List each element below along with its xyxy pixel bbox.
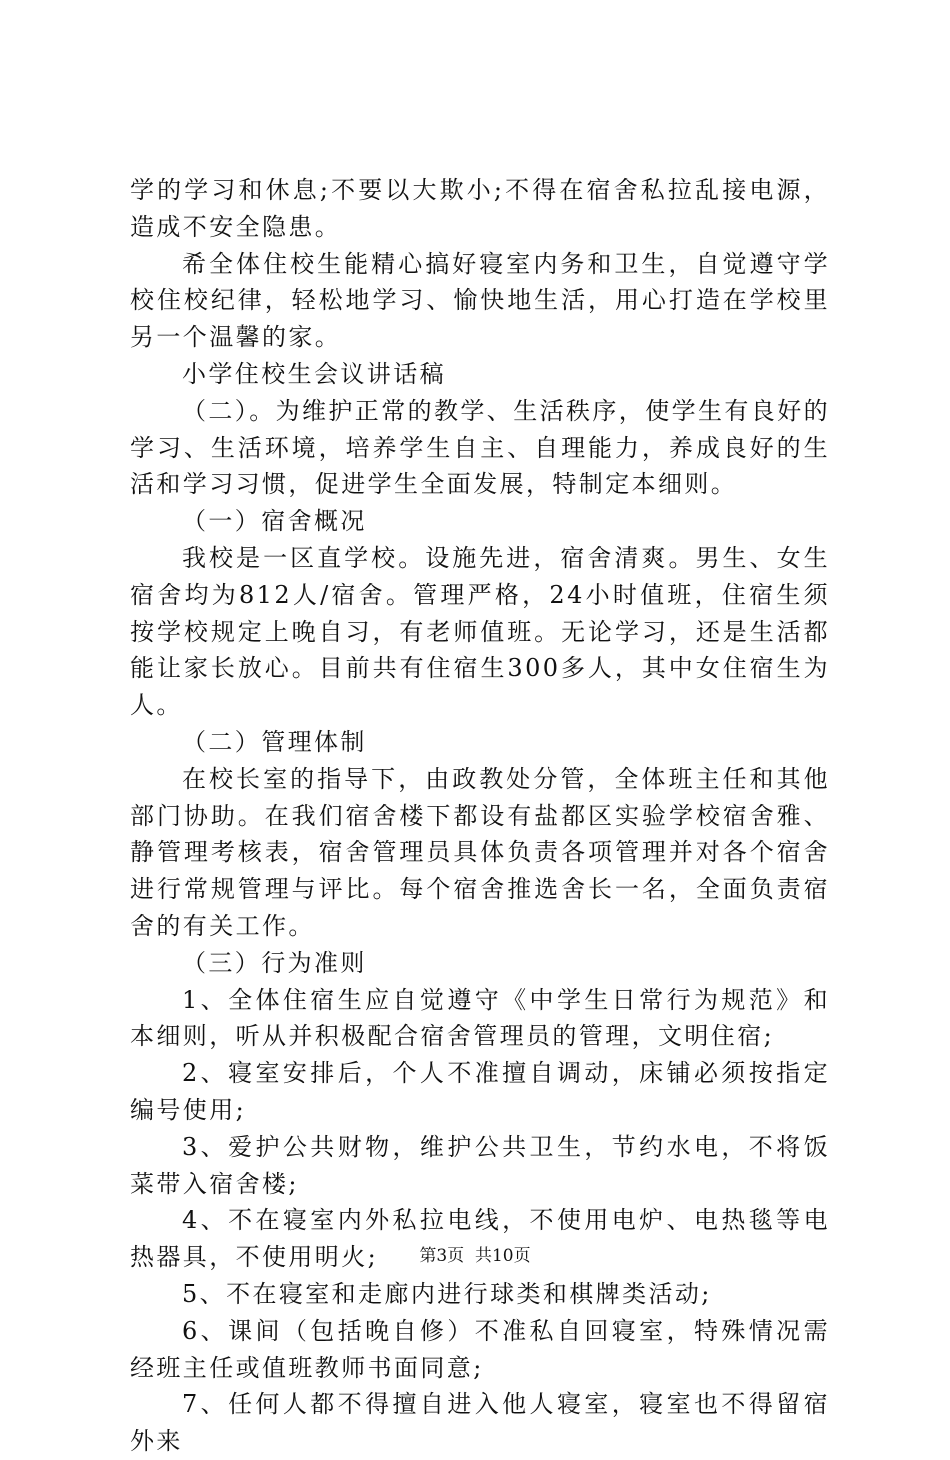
sub-heading: （三）行为准则 [182,948,367,977]
sub-heading: （二）管理体制 [182,727,367,756]
paragraph: 在校长室的指导下，由政教处分管，全体班主任和其他部门协助。在我们宿舍楼下都设有盐都区实验学校宿舍雅、静管理考核表，宿舍管理员具体负责各项管理并对各个宿舍进行常规管理与评比。每个宿舍推选舍长一名，全面负责宿舍的有关工作。 [130,764,830,940]
section-title: 小学住校生会议讲话稿 [182,359,446,388]
list-item: 6、课间（包括晚自修）不准私自回寝室，特殊情况需经班主任或值班教师书面同意; [130,1316,830,1382]
list-item: 5、不在寝室和走廊内进行球类和棋牌类活动; [182,1279,712,1308]
list-item: 4、不在寝室内外私拉电线，不使用电炉、电热毯等电热器具，不使用明火; [130,1206,830,1272]
paragraph: 我校是一区直学校。设施先进，宿舍清爽。男生、女生宿舍均为812人/宿舍。管理严格，24小时值班，住宿生须按学校规定上晚自习，有老师值班。无论学习，还是生活都能让家长放心。目前共有住宿生300多人，其中女住宿生为人。 [130,543,830,720]
sub-heading: （一）宿舍概况 [182,507,367,536]
page-number-label: 第3页 共10页 [419,1246,531,1266]
paragraph: 学的学习和休息;不要以大欺小;不得在宿舍私拉乱接电源，造成不安全隐患。 [130,176,830,241]
paragraph: （二）。为维护正常的教学、生活秩序，使学生有良好的学习、生活环境，培养学生自主、自理能力，养成良好的生活和学习习惯，促进学生全面发展，特制定本细则。 [130,396,830,499]
list-item: 2、寝室安排后，个人不准擅自调动，床铺必须按指定编号使用; [130,1059,830,1124]
list-item: 7、任何人都不得擅自进入他人寝室，寝室也不得留宿外来 [130,1390,830,1456]
page-footer [0,1244,950,1268]
list-item: 1、全体住宿生应自觉遵守《中学生日常行为规范》和本细则，听从并积极配合宿舍管理员的管理，文明住宿; [130,985,830,1051]
list-item: 3、爱护公共财物，维护公共卫生，节约水电，不将饭菜带入宿舍楼; [130,1132,830,1198]
paragraph: 希全体住校生能精心搞好寝室内务和卫生，自觉遵守学校住校纪律，轻松地学习、愉快地生活，用心打造在学校里另一个温馨的家。 [130,249,830,352]
